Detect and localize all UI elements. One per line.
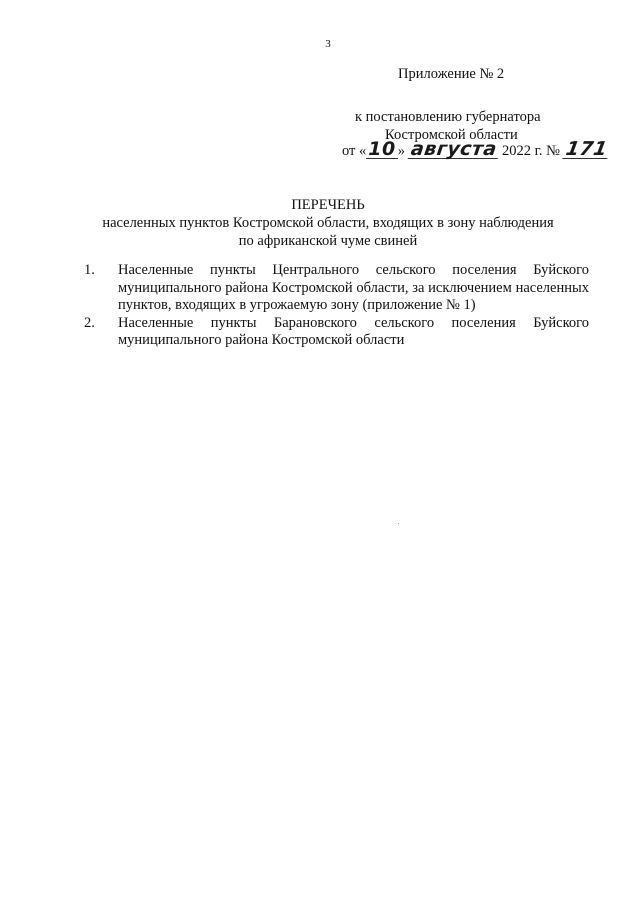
- handwritten-month: августа: [409, 138, 498, 160]
- handwritten-day: 10: [368, 138, 396, 160]
- settlement-list: [84, 262, 589, 350]
- scan-speck: [398, 523, 399, 524]
- list-item-number: 2.: [84, 314, 95, 331]
- decree-line-1: к постановлению губернатора: [355, 109, 541, 125]
- heading-title: ПЕРЕЧЕНЬ: [291, 197, 365, 213]
- list-item-text: Населенные пункты Центрального сельского поселения Буйского муниципального района Костромской области, за исключением населенных пунктов, входящих в угрожаемую зону (приложение № 1): [118, 262, 589, 313]
- appendix-title: Приложение № 2: [398, 66, 505, 82]
- decree-date-line: [342, 140, 609, 166]
- list-heading: [0, 196, 640, 250]
- date-close-quote: »: [397, 143, 405, 159]
- heading-subtitle-2: по африканской чуме свиней: [238, 233, 418, 249]
- date-prefix: от «: [342, 143, 367, 159]
- heading-subtitle-1: населенных пунктов Костромской области, входящих в зону наблюдения: [102, 215, 554, 231]
- list-item-number: 1.: [84, 262, 95, 278]
- date-year-label: 2022 г. №: [502, 143, 561, 159]
- handwritten-decree-number: 171: [563, 138, 609, 160]
- list-item: [84, 262, 589, 315]
- list-item: [84, 315, 589, 350]
- page-number: 3: [325, 38, 331, 50]
- decree-line-2: Костромской области: [385, 127, 518, 143]
- list-item-text: Населенные пункты Барановского сельского поселения Буйского муниципального района Костромской области: [118, 314, 589, 348]
